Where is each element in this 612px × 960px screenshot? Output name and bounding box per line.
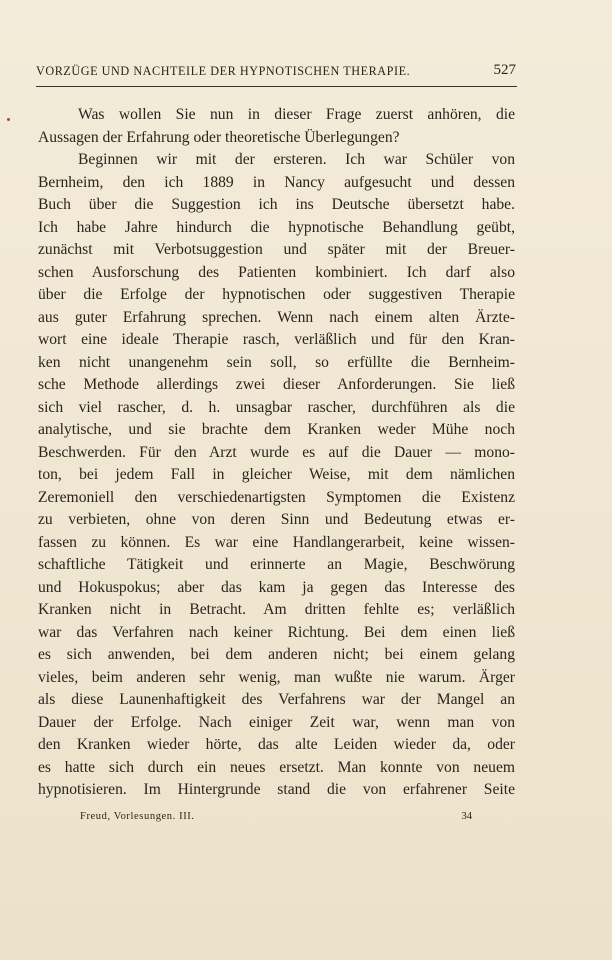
text-line: als diese Launenhaftigkeit des Verfahrens war der Mangel an [38,691,515,708]
text-line: ken nicht unangenehm sein soll, so erfüllte die Bernheim- [38,353,515,371]
body-text [38,104,515,802]
text-line: es sich anwenden, bei dem anderen nicht; bei einem gelang [38,646,515,663]
text-line: aus guter Erfahrung sprechen. Wenn nach einem alten Ärzte- [38,308,515,326]
text-line: Beschwerden. Für den Arzt wurde es auf die Dauer — mono- [38,443,515,461]
header-rule [36,86,517,87]
margin-ink-mark [7,118,10,121]
sheet-number: 34 [461,811,472,822]
printer-signature: Freud, Vorlesungen. III. [80,811,195,822]
text-line: Zeremoniell den verschiedenartigsten Symptomen die Existenz [38,488,515,506]
text-line: hypnotisieren. Im Hintergrunde stand die von erfahrener Seite [38,781,515,798]
text-line: fassen zu können. Es war eine Handlangerarbeit, keine wissen- [38,533,515,551]
page-footer [80,811,480,831]
page-header [36,62,516,84]
text-line: Ich habe Jahre hindurch die hypnotische Behandlung geübt, [38,218,515,236]
text-line: sche Methode allerdings zwei dieser Anforderungen. Sie ließ [38,376,515,393]
text-line: den Kranken wieder hörte, das alte Leiden wieder da, oder [38,736,515,753]
text-line: sich viel rascher, d. h. unsagbar rascher, durchführen als die [38,398,515,416]
text-line: analytische, und sie brachte dem Kranken weder Mühe noch [38,421,515,438]
text-line: zu verbieten, ohne von deren Sinn und Bedeutung etwas er- [38,511,515,528]
text-line: wort eine ideale Therapie rasch, verläßlich und für den Kran- [38,331,515,348]
text-line: und Hokuspokus; aber das kam ja gegen das Interesse des [38,578,515,596]
text-line: über die Erfolge der hypnotischen oder suggestiven Therapie [38,286,515,303]
text-line: Kranken nicht in Betracht. Am dritten fehlte es; verläßlich [38,601,515,618]
text-line: ton, bei jedem Fall in gleicher Weise, mit dem nämlichen [38,466,515,483]
text-line: Dauer der Erfolge. Nach einiger Zeit war, wenn man von [38,713,515,731]
text-line: Beginnen wir mit der ersteren. Ich war Schüler von [78,151,515,168]
text-line: Buch über die Suggestion ich ins Deutsche übersetzt habe. [38,196,515,213]
text-line: Was wollen Sie nun in dieser Frage zuerst anhören, die [78,106,515,123]
text-line: Bernheim, den ich 1889 in Nancy aufgesucht und dessen [38,173,515,191]
running-head: VORZÜGE UND NACHTEILE DER HYPNOTISCHEN THERAPIE. [36,64,411,78]
text-line: Aussagen der Erfahrung oder theoretische Überlegungen? [38,128,400,146]
text-line: es hatte sich durch ein neues ersetzt. Man konnte von neuem [38,758,515,776]
text-line: war das Verfahren nach keiner Richtung. Bei dem einen ließ [38,623,515,641]
text-line: vieles, beim anderen sehr wenig, man wußte nie warum. Ärger [38,668,515,686]
text-line: schen Ausforschung des Patienten kombiniert. Ich darf also [38,263,515,281]
page-number: 527 [493,62,516,78]
text-line: zunächst mit Verbotsuggestion und später mit der Breuer- [38,241,515,258]
text-line: schaftliche Tätigkeit und erinnerte an Magie, Beschwörung [38,556,515,573]
